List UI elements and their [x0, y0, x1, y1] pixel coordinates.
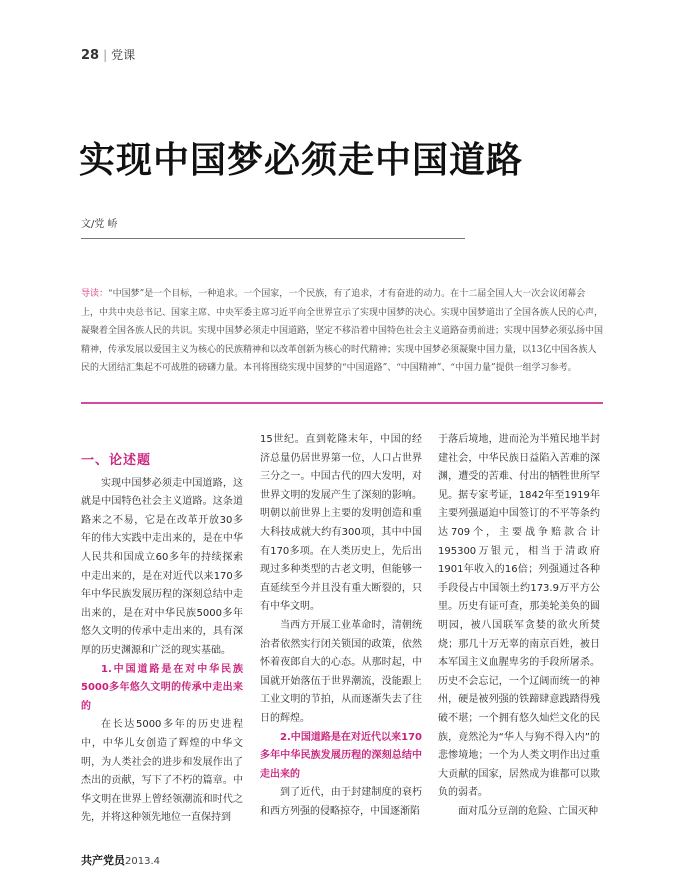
page-footer	[81, 852, 160, 868]
subheading: 1.中国道路是在对中华民族5000多年悠久文明的传承中走出来的	[81, 663, 243, 712]
paragraph: 在长达5000多年的历史进程中，中华儿女创造了辉煌的中华文明，为人类社会的进步和发展作出了杰出的贡献，写下了不朽的篇章。中华文明在世界上曾经领潮流和时代之先，并将这种领先地位一直保持到	[81, 719, 243, 824]
magazine-logo: 共产党员	[81, 854, 125, 867]
column-2	[260, 431, 422, 821]
paragraph: 到了近代，由于封建制度的衰朽和西方列强的侵略掠夺，中国逐渐陷	[260, 787, 422, 817]
paragraph: 面对瓜分豆剖的危险、亡国灭种	[458, 805, 598, 817]
page-header	[81, 46, 135, 63]
paragraph: 当西方开展工业革命时，清朝统治者依然实行闭关锁国的政策，依然怀着夜郎自大的心态。从那时起，中国就开始落伍于世界潮流，没能跟上工业文明的节拍，从而逐渐失去了往日的辉煌。	[260, 619, 422, 724]
title-divider	[81, 238, 465, 239]
intro-text: “中国梦”是一个目标，一种追求。一个国家，一个民族，有了追求，才有奋进的动力。在十二届全国人大一次会议闭幕会上，中共中央总书记、国家主席、中央军委主席习近平向全世界宣示了实现中国梦的决心。实现中国梦道出了全国各族人民的心声，凝聚着全国各族人民的共识。实现中国梦必须走中国道路，坚定不移沿着中国特色社会主义道路奋勇前进；实现中国梦必须弘扬中国精神，传承发展以爱国主义为核心的民族精神和以改革创新为核心的时代精神；实现中国梦必须凝聚中国力量，以13亿中国各族人民的大团结汇集起不可战胜的磅礴力量。本刊将围绕实现中国梦的“中国道路”、“中国精神”、“中国力量”提供一组学习参考。	[81, 289, 604, 373]
intro-label: 导读：	[81, 289, 109, 299]
column-1	[81, 431, 243, 828]
intro-block	[81, 285, 603, 395]
section-name: 党课	[111, 48, 136, 62]
page-number: 28	[81, 48, 100, 63]
section-heading: 一、论述题	[81, 453, 152, 468]
column-3	[438, 431, 600, 821]
intro-divider	[81, 402, 603, 404]
header-separator: |	[103, 48, 108, 62]
subheading: 2.中国道路是在对近代以来170多年中华民族发展历程的深刻总结中走出来的	[260, 731, 422, 780]
article-title: 实现中国梦必须走中国道路	[79, 139, 524, 181]
issue-number: 2013.4	[125, 856, 160, 867]
paragraph: 实现中国梦必须走中国道路，这就是中国特色社会主义道路。这条道路来之不易，它是在改革开放30多年的伟大实践中走出来的，是在中华人民共和国成立60多年的持续探索中走出来的，是在对近代以来170多年中华民族发展历程的深刻总结中走出来的，是在对中华民族5000多年悠久文明的传承中走出来的，具有深厚的历史渊源和广泛的现实基础。	[81, 477, 243, 656]
byline: 文/党 峤	[81, 219, 118, 230]
paragraph: 15世纪。直到乾隆末年，中国的经济总量仍居世界第一位，人口占世界三分之一。中国古代的四大发明，对世界文明的发展产生了深刻的影响。明朝以前世界上主要的发明创造和重大科技成就大约有300项，其中中国有170多项。在人类历史上，先后出现过多种类型的古老文明，但能够一直延续至今并且没有重大断裂的，只有中华文明。	[260, 434, 422, 613]
paragraph: 于落后境地，进而沦为半殖民地半封建社会，中华民族日益陷入苦难的深渊，遭受的苦难、付出的牺牲世所罕见。据专家考证，1842年至1919年主要列强逼迫中国签订的不平等条约达709个，主要战争赔款合计195300万银元，相当于清政府1901年收入的16倍；列强通过各种手段侵占中国领土约173.9万平方公里。历史有证可查，那美轮美奂的圆明园，被八国联军贪婪的欲火所焚烧；那几十万无辜的南京百姓，被日本军国主义血腥卑劣的手段所屠杀。历史不会忘记，一个辽阔而统一的神州，硬是被列强的铁蹄肆意践踏得残破不堪；一个拥有悠久灿烂文化的民族，竟然沦为“华人与狗不得入内”的悲惨境地；一个为人类文明作出过重大贡献的国家，居然成为谁都可以欺负的弱者。	[438, 434, 600, 799]
